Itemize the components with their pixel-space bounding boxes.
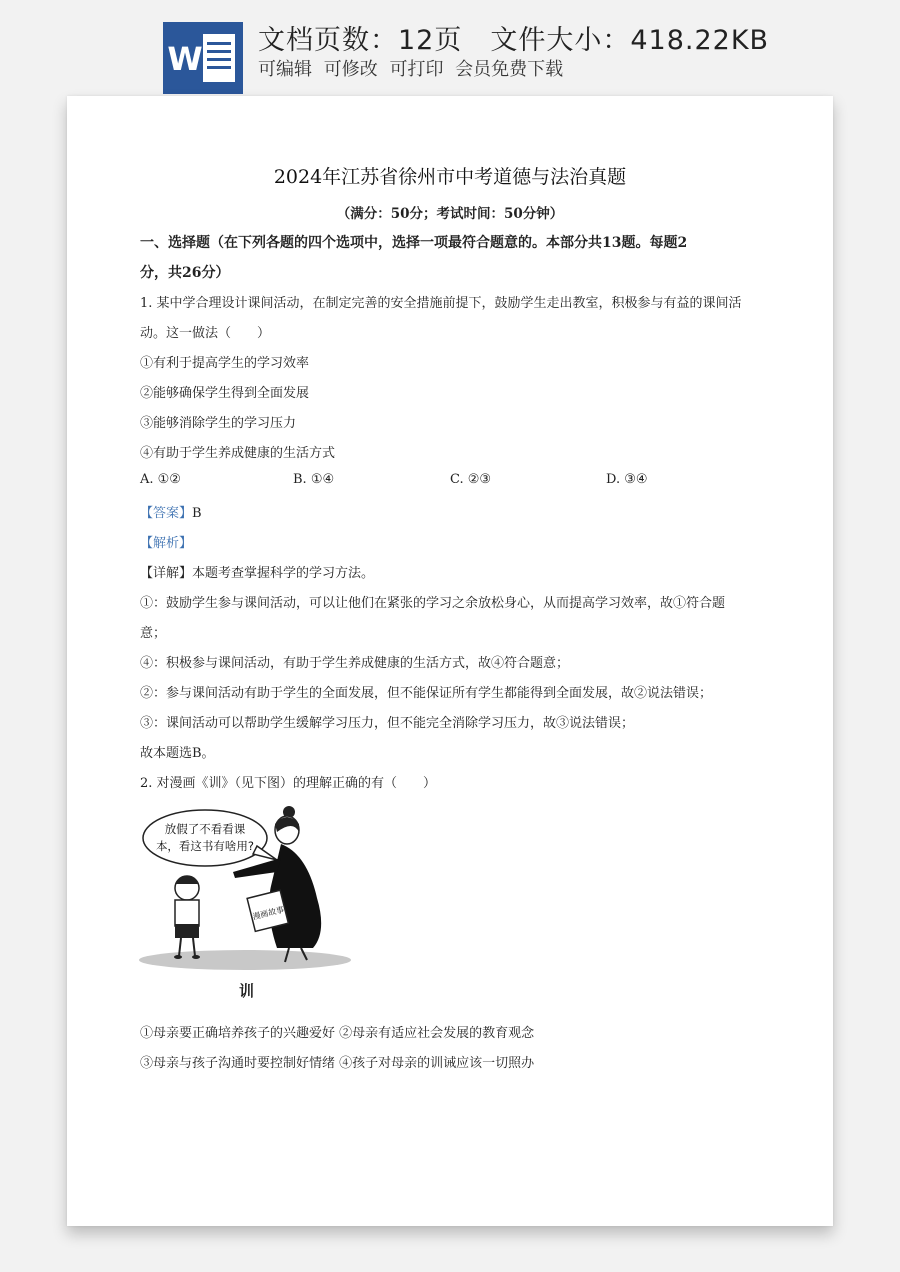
banner-subtitle: 可编辑 可修改 可打印 会员免费下载 — [258, 59, 564, 80]
detail-line — [140, 562, 374, 581]
document-title: 2024年江苏省徐州市中考道德与法治真题 — [273, 166, 627, 188]
download-banner — [0, 0, 900, 100]
q1-item-2: ②能够确保学生得到全面发展 — [140, 386, 310, 401]
cartoon-caption: 训 — [239, 982, 255, 1000]
section-heading: 一、选择题（在下列各题的四个选项中，选择一项最符合题意的。本部分共13题。每题2 — [140, 235, 688, 251]
q2-items-line-1: ①母亲要正确培养孩子的兴趣爱好 ②母亲有适应社会发展的教育观念 — [140, 1026, 535, 1041]
question-1-stem-cont: 动。这一做法（ ） — [140, 326, 271, 341]
question-1-stem: 1. 某中学合理设计课间活动，在制定完善的安全措施前提下，鼓励学生走出教室，积极参与有益的课间活 — [140, 296, 742, 311]
q1-item-1: ①有利于提高学生的学习效率 — [140, 356, 310, 371]
q1-option-a: A. ①② — [140, 472, 181, 487]
detail-conclusion: 故本题选B。 — [140, 746, 215, 761]
detail-text: 本题考查掌握科学的学习方法。 — [192, 566, 375, 581]
cartoon-illustration — [137, 802, 377, 1002]
detail-point: ②：参与课间活动有助于学生的全面发展，但不能保证所有学生都能得到全面发展，故②说法错误； — [140, 686, 713, 701]
q1-option-c: C. ②③ — [450, 472, 492, 487]
detail-point: ④：积极参与课间活动，有助于学生养成健康的生活方式，故④符合题意； — [140, 656, 570, 671]
page-count: 文档页数：12页 — [258, 25, 463, 56]
bubble-line-1: 放假了不看看课 — [164, 822, 246, 836]
logo-letter: W — [167, 40, 203, 78]
q1-item-4: ④有助于学生养成健康的生活方式 — [140, 446, 336, 461]
detail-point: 意； — [140, 626, 167, 641]
analysis-label: 【解析】 — [140, 536, 193, 551]
answer-value: B — [192, 506, 202, 521]
file-size: 文件大小：418.22KB — [490, 25, 770, 56]
word-document-icon — [163, 22, 243, 94]
question-2-stem: 2. 对漫画《训》（见下图）的理解正确的有（ ） — [140, 776, 437, 791]
detail-point: ①：鼓励学生参与课间活动，可以让他们在紧张的学习之余放松身心，从而提高学习效率，故①符合题 — [140, 596, 726, 611]
bubble-line-2: 本，看这书有啥用? — [155, 839, 255, 853]
detail-point: ③：课间活动可以帮助学生缓解学习压力，但不能完全消除学习压力，故③说法错误； — [140, 716, 635, 731]
answer-label: 【答案】 — [140, 506, 193, 521]
document-page — [67, 96, 833, 1226]
section-heading-cont: 分，共26分） — [140, 265, 230, 281]
exam-meta: （满分：50分；考试时间：50分钟） — [336, 206, 564, 222]
answer-line — [140, 502, 202, 521]
q1-option-d: D. ③④ — [606, 472, 648, 487]
q1-item-3: ③能够消除学生的学习压力 — [140, 416, 297, 431]
q1-option-b: B. ①④ — [293, 472, 335, 487]
banner-title — [258, 18, 769, 57]
book-title: 漫画故事 — [251, 904, 285, 922]
detail-label: 【详解】 — [140, 566, 193, 581]
q2-items-line-2: ③母亲与孩子沟通时要控制好情绪 ④孩子对母亲的训诫应该一切照办 — [140, 1056, 535, 1071]
boy-figure — [174, 876, 200, 959]
